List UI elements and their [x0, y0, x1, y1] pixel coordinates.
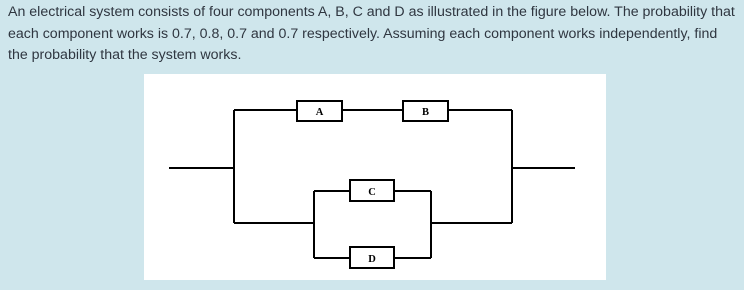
component-d [350, 247, 394, 268]
component-a [297, 101, 342, 121]
circuit-figure-panel [144, 74, 606, 280]
component-c-label: C [368, 187, 376, 198]
circuit-diagram [144, 74, 606, 280]
component-d-label: D [368, 254, 376, 265]
component-b-label: B [421, 107, 430, 118]
question-text: An electrical system consists of four components A, B, C and D as illustrated in the figure below. The probability that each component works is 0.7, 0.8, 0.7 and 0.7 respectively. Assuming each component works independently, find the probability that the system works. [8, 4, 735, 63]
component-c [350, 180, 394, 201]
component-a-label: A [315, 107, 324, 118]
component-b [403, 101, 448, 121]
